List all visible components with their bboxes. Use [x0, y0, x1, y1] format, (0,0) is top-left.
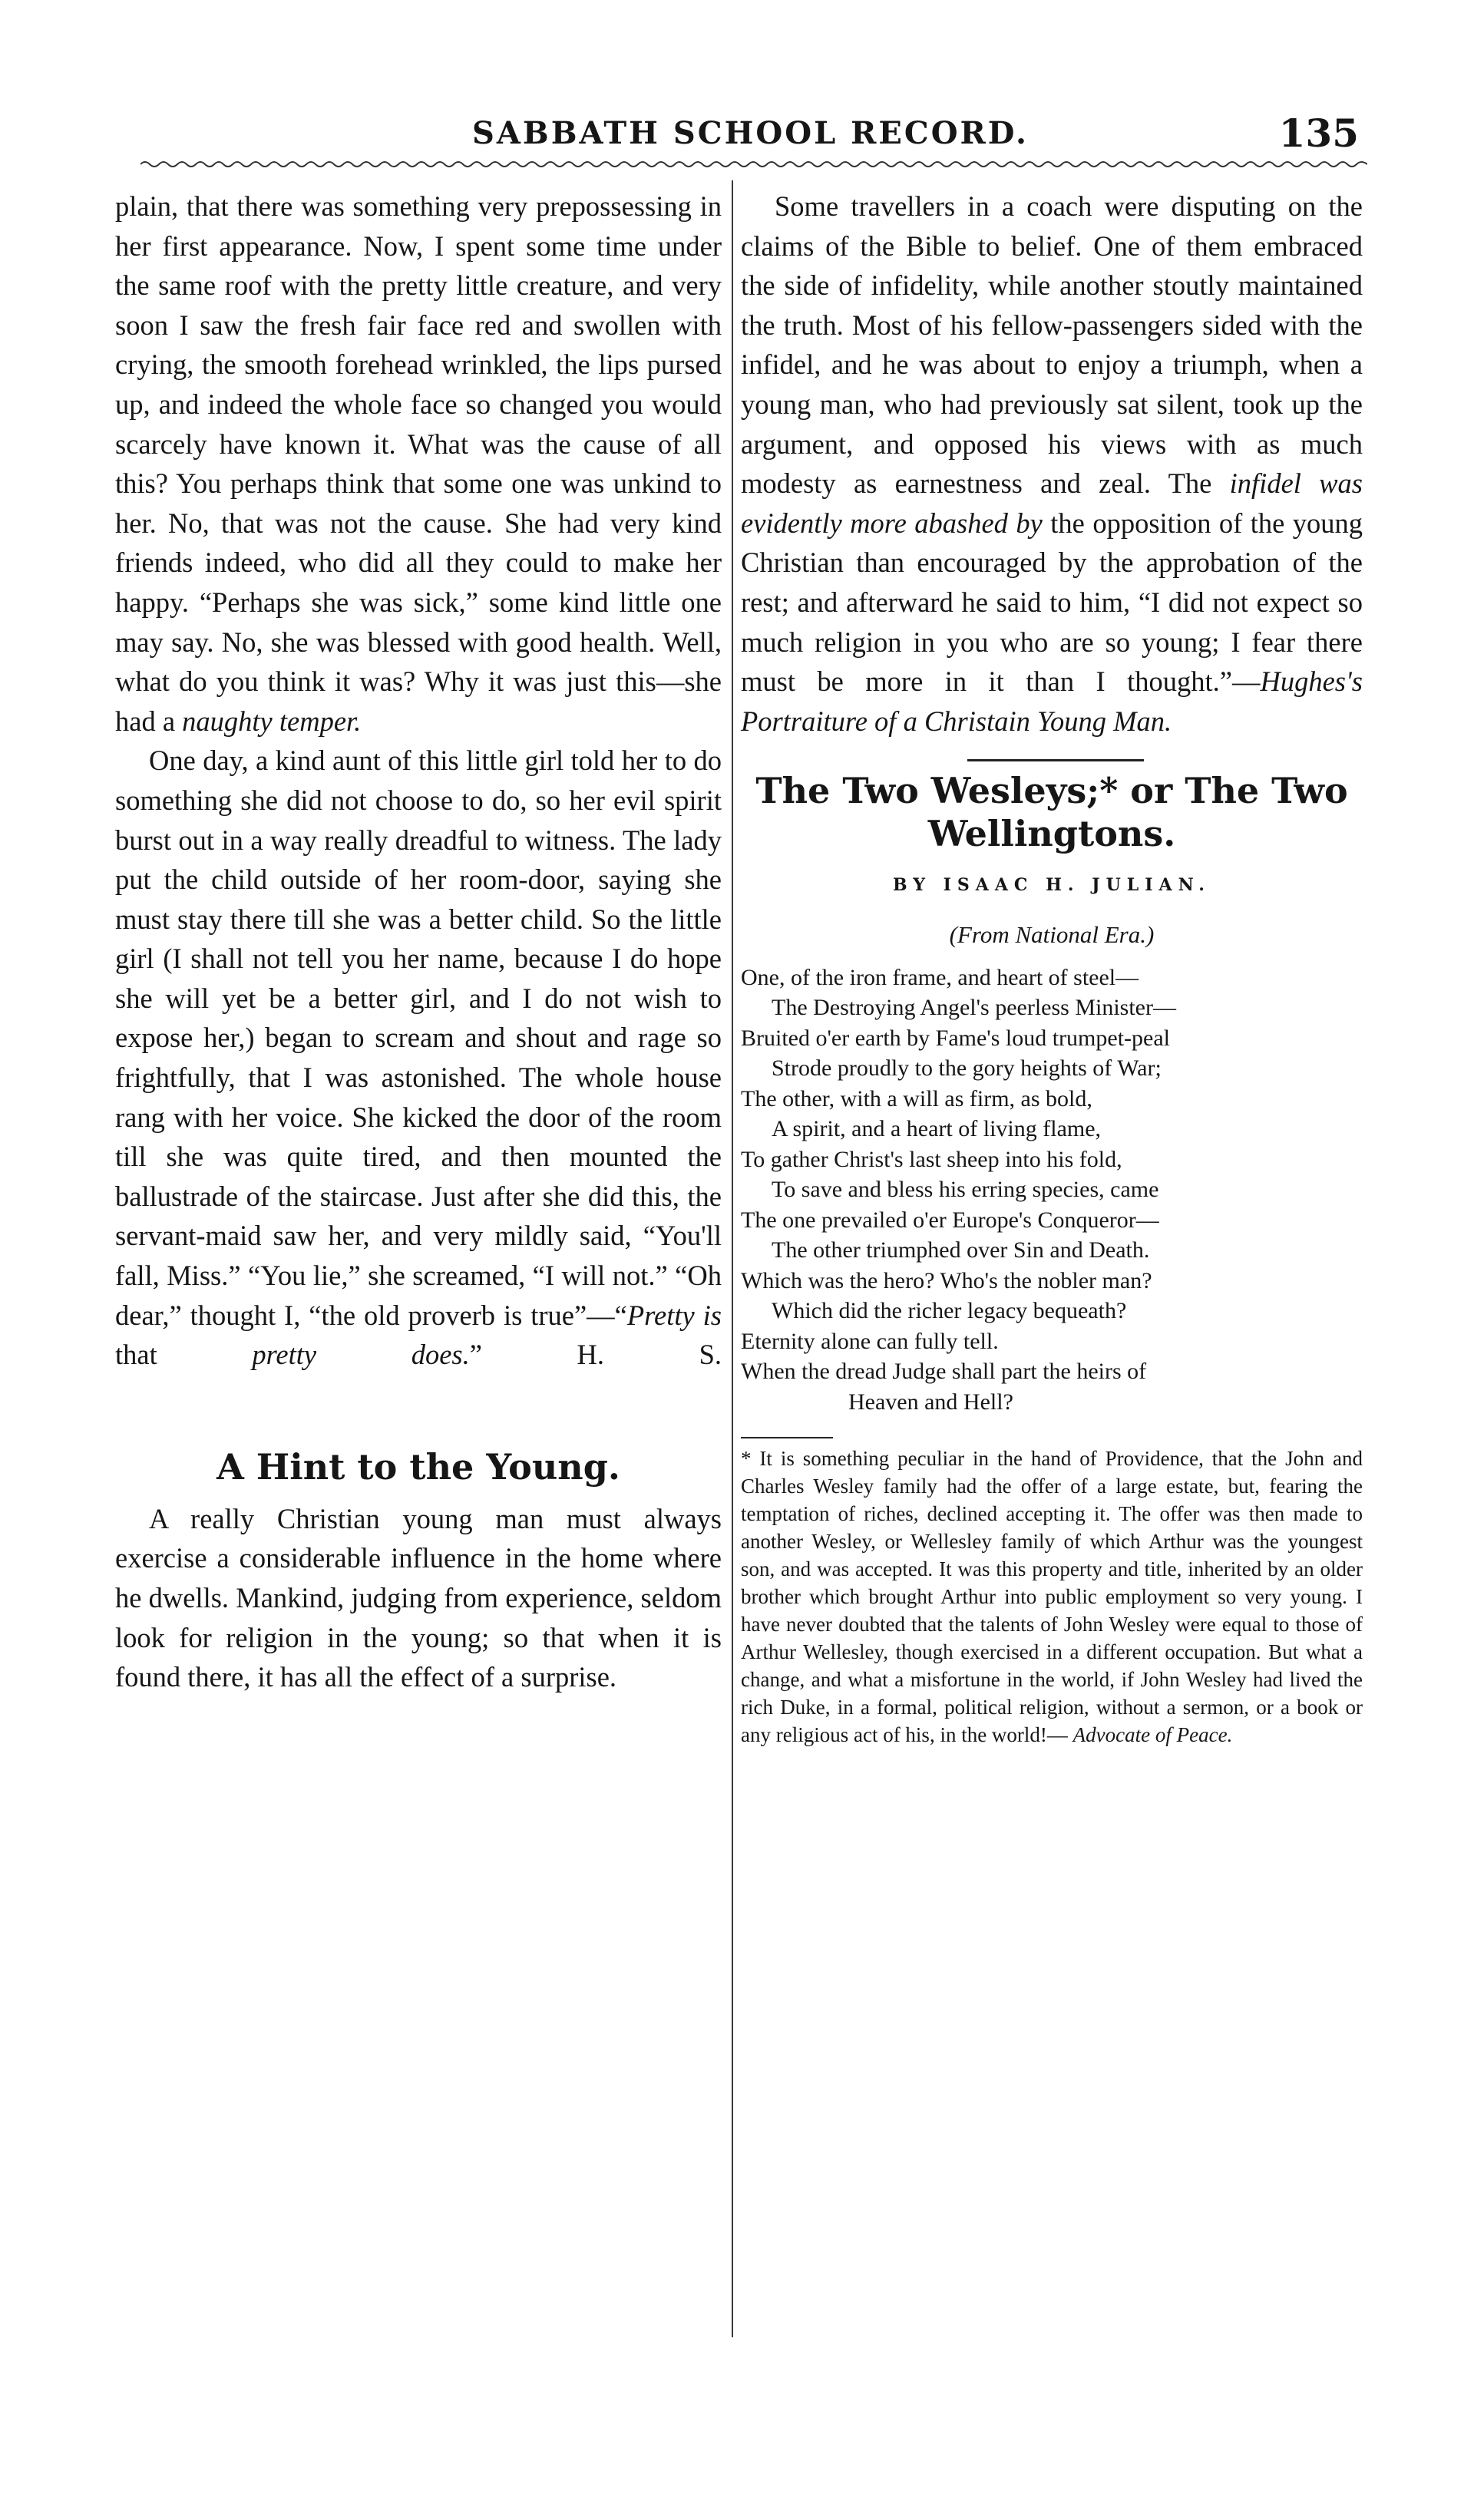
poem-title: The Two Wesleys;* or The Two Wellingtons. — [755, 770, 1348, 855]
column-divider — [732, 180, 733, 2337]
proverb-word: that — [115, 1339, 157, 1371]
travellers-paragraph — [741, 187, 1363, 741]
page-number: 135 — [1278, 111, 1359, 156]
running-head: SABBATH SCHOOL RECORD. — [472, 115, 1029, 151]
poem-byline: BY ISAAC H. JULIAN. — [893, 875, 1211, 896]
story-paragraph-2 — [115, 741, 722, 1375]
poem-line: One, of the iron frame, and heart of steel— — [741, 964, 1139, 990]
right-column — [741, 187, 1363, 1749]
poem — [741, 963, 1363, 1418]
poem-line: Strode proudly to the gory heights of War; — [772, 1055, 1162, 1081]
story-text: One day, a kind aunt of this little girl told her to do something she did not choose to do, so her evil spirit burst out in a way really dreadful to witness. The lady put the child outside of her room-door, saying she must stay there till she was a better child. So the little girl (I shall not tell you her name, because I do hope she will yet be a better girl, and I do not wish to expose her,) began to scream and shout and rage so frightfully, that I was astonished. The whole house rang with her voice. She kicked the door of the room till she was quite tired, and then mounted the ballustrade of the staircase. Just after she did this, the servant-maid saw her, and very mildly said, “You'll fall, Miss.” “You lie,” she screamed, “I will not.” “Oh dear,” thought I, “the old proverb is true”—“ — [115, 745, 722, 1331]
page-header — [154, 111, 1359, 161]
poem-line: Heaven and Hell? — [848, 1389, 1013, 1415]
story-paragraph-1 — [115, 187, 722, 741]
author-signature: H. S. — [577, 1339, 722, 1371]
poem-line: Which did the richer legacy bequeath? — [772, 1298, 1127, 1323]
proverb-emphasis-2: pretty does. — [252, 1339, 470, 1371]
footnote — [741, 1445, 1363, 1749]
poem-line: The one prevailed o'er Europe's Conqueror— — [741, 1207, 1159, 1233]
poem-line: The other, with a will as firm, as bold, — [741, 1085, 1092, 1111]
section-rule — [967, 759, 1144, 761]
hint-title: A Hint to the Young. — [216, 1445, 620, 1488]
travellers-text: Some travellers in a coach were disputing on the claims of the Bible to belief. One of them embraced the side of infidelity, while another stoutly maintained the truth. Most of his fellow-passengers sided with the infidel, and he was about to enjoy a triumph, when a young man, who had previously sat silent, took up the argument, and opposed his views with as much modesty as earnestness and zeal. The — [741, 190, 1363, 500]
poem-line: Eternity alone can fully tell. — [741, 1328, 999, 1354]
travellers-source: Hughes's Portraiture of a Christain Young Man. — [741, 666, 1363, 737]
proverb-close-quote: ” — [469, 1339, 482, 1371]
footnote-source: Advocate of Peace. — [1072, 1723, 1233, 1746]
poem-line: To save and bless his erring species, came — [772, 1177, 1159, 1202]
story-text: plain, that there was something very prepossessing in her first appearance. Now, I spent some time under the same roof with the pretty little creature, and very soon I saw the fresh fair face red and swollen with crying, the smooth forehead wrinkled, the lips pursed up, and indeed the whole face so changed you would scarcely have known it. What was the cause of all this? You perhaps think that some one was unkind to her. No, that was not the cause. She had very kind friends indeed, who did all they could to make her happy. “Perhaps she was sick,” some kind little one may say. No, she was blessed with good health. Well, what do you think it was? Why it was just this—she had a — [115, 190, 722, 737]
hint-paragraph: A really Christian young man must always exercise a considerable influence in the home where he dwells. Mankind, judging from experience, seldom look for religion in the young; so that when it is found there, it has all the effect of a surprise. — [115, 1502, 722, 1693]
travellers-emphasis: infidel was evidently more abashed by — [741, 467, 1363, 539]
left-column — [115, 187, 722, 1697]
poem-line: The Destroying Angel's peerless Minister— — [772, 995, 1176, 1020]
proverb-emphasis-1: Pretty is — [626, 1299, 722, 1331]
story-emphasis: naughty temper. — [182, 705, 362, 737]
travellers-text-continued: the opposition of the young Christian than encouraged by the approbation of the rest; and afterward he said to him, “I did not expect so much religion in you who are so young; I fear there must be more in it than I thought.”— — [741, 507, 1363, 698]
footnote-text: * It is something peculiar in the hand of Providence, that the John and Charles Wesley family had the offer of a large estate, but, fearing the temptation of riches, declined accepting it. The offer was then made to another Wesley, or Wellesley family of which Arthur was the youngest son, and was accepted. It was this property and title, inherited by an older brother which brought Arthur into public employment so very young. I have never doubted that the talents of John Wesley were equal to those of Arthur Wellesley, though exercised in a different occupation. But what a change, and what a misfortune in the world, if John Wesley had lived the rich Duke, in a formal, political religion, without a sermon, or a book or any religious act of his, in the world!— — [741, 1447, 1363, 1746]
poem-line: A spirit, and a heart of living flame, — [772, 1116, 1102, 1141]
footnote-rule — [741, 1437, 833, 1438]
header-wavy-rule — [140, 159, 1367, 170]
poem-line: Which was the hero? Who's the nobler man? — [741, 1267, 1152, 1293]
poem-line: To gather Christ's last sheep into his fold, — [741, 1146, 1122, 1172]
poem-line: When the dread Judge shall part the heirs of — [741, 1359, 1147, 1384]
poem-line: The other triumphed over Sin and Death. — [772, 1237, 1150, 1263]
poem-line: Bruited o'er earth by Fame's loud trumpet-peal — [741, 1025, 1170, 1051]
poem-source: (From National Era.) — [949, 920, 1155, 948]
